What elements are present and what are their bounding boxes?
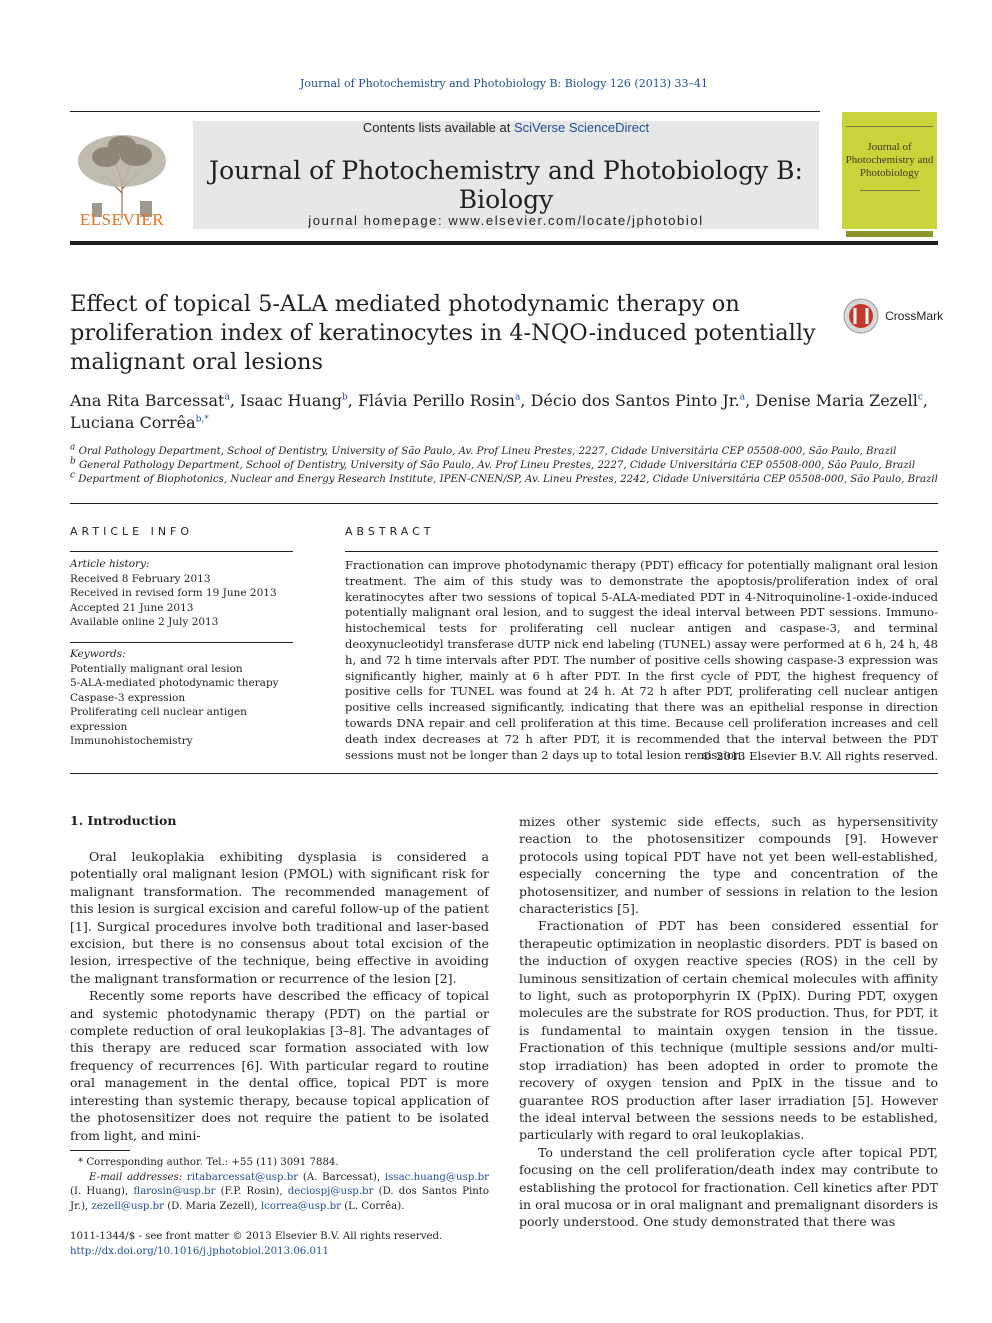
body-paragraph: Fractionation of PDT has been considered essential for therapeutic optimization in neoplastic disorders. PDT is based on the induction of oxygen reactive species (ROS) in the cell by luminous sensitization of certain chemical molecules with affinity to light, such as protoporphyrin IX (PpIX). During PDT, oxygen molecules are the substrate for ROS production. Thus, for PDT, it is fundamental to maintain oxygen tension in the tissue. Fractionation of this technique (multiple sessions and/or multi-stop irradiation) has been adopted in order to promote the recovery of oxygen tension and PpIX in the tissue and to guarantee ROS production after laser irradiation [5]. However the ideal interval between the sessions needs to be established, particularly with regard to oral leukoplakias. <box>519 918 938 1143</box>
contents-prefix: Contents lists available at <box>362 120 514 135</box>
history-item: Available online 2 July 2013 <box>70 616 219 628</box>
journal-title: Journal of Photochemistry and Photobiology B: Biology <box>209 156 803 214</box>
elsevier-wordmark: ELSEVIER <box>79 210 165 229</box>
keywords-label: Keywords: <box>70 648 126 660</box>
author: Flávia Perillo Rosin <box>357 391 516 410</box>
affiliation <box>70 470 950 487</box>
footnotes <box>70 1156 489 1214</box>
affiliation-marker: c <box>70 470 76 481</box>
crossmark-badge[interactable] <box>843 298 943 334</box>
body-paragraph: To understand the cell proliferation cycle after topical PDT, focusing on the cell proliferation/death index may contribute to establishing the protocol for fractionation. Cell kinetics after PDT in oral mucosa or in oral malignant and premalignant disorders is poorly understood. One study demonstrated that there was <box>519 1144 938 1230</box>
homepage-prefix: journal homepage: <box>308 213 449 228</box>
email-label: E-mail addresses: <box>89 1171 183 1183</box>
affiliation-text: General Pathology Department, School of Dentistry, University of São Paulo, Av. Prof Lineu Prestes, 2227, Cidade Universitária CEP 05508-000, São Paulo, Brazil <box>79 460 916 471</box>
author-list <box>70 390 950 434</box>
body-paragraph: mizes other systemic side effects, such as hypersensitivity reaction to the photosensitizer compounds [9]. However protocols using topical PDT have not yet been well-established, especially concerning the type and concentration of the photosensitizer, and number of sessions in relation to the lesion characteristics [5]. <box>519 814 938 917</box>
history-item: Received 8 February 2013 <box>70 572 211 585</box>
email-link[interactable]: ritabarcessat@usp.br <box>186 1171 299 1183</box>
affiliation <box>70 456 950 473</box>
keyword: Caspase-3 expression <box>70 691 186 704</box>
author: Ana Rita Barcessat <box>70 391 225 410</box>
crossmark-icon <box>843 298 879 334</box>
author-affiliation-marker[interactable]: c <box>917 392 923 403</box>
email-owner: (A. Barcessat), <box>298 1171 385 1183</box>
corresponding-author-note: * Corresponding author. Tel.: +55 (11) 3091 7884. <box>78 1157 339 1168</box>
journal-citation[interactable]: Journal of Photochemistry and Photobiology B: Biology 126 (2013) 33–41 <box>300 77 708 90</box>
email-owner: (F.P. Rosin), <box>215 1186 288 1197</box>
keyword: Immunohistochemistry <box>70 735 193 747</box>
keyword: 5-ALA-mediated photodynamic therapy <box>70 677 279 689</box>
author: Décio dos Santos Pinto Jr. <box>530 391 740 410</box>
affiliation-text: Department of Biophotonics, Nuclear and Energy Research Institute, IPEN-CNEN/SP, Av. Lineu Prestes, 2242, Cidade Universitária CEP 05508-000, São Paulo, Brazil <box>78 474 938 485</box>
footnote-rule <box>70 1150 130 1151</box>
keyword: Potentially malignant oral lesion <box>70 662 243 675</box>
body-paragraph: Recently some reports have described the efficacy of topical and systemic photodynamic therapy (PDT) on the partial or complete reduction of oral leukoplakias [3–8]. The advantages of this therapy are reduced scar formation associated with low frequency of recurrences [6]. With particular regard to routine oral management in the dental office, topical PDT is more interesting than systemic therapy, because topical application of the photosensitizer does not require the patient to be isolated from light, and mini- <box>70 988 489 1143</box>
affiliation-marker: b <box>70 456 76 467</box>
homepage-url[interactable]: www.elsevier.com/locate/jphotobiol <box>448 213 704 228</box>
crossmark-label: CrossMark <box>885 309 944 323</box>
cover-title: Journal of Photochemistry and Photobiology <box>845 141 934 179</box>
email-link[interactable]: lcorrea@usp.br <box>260 1200 341 1212</box>
abstract-copyright: © 2013 Elsevier B.V. All rights reserved. <box>701 749 938 763</box>
email-owner: (I. Huang), <box>70 1186 134 1197</box>
divider <box>70 551 293 552</box>
article-title: Effect of topical 5-ALA mediated photodynamic therapy on proliferation index of keratinocytes in 4-NQO-induced potentially malignant oral lesions <box>70 291 816 375</box>
divider <box>70 773 938 774</box>
journal-cover-image <box>842 112 937 229</box>
email-addresses <box>70 1171 489 1215</box>
sciencedirect-link[interactable]: SciVerse ScienceDirect <box>513 120 650 135</box>
body-paragraph: Oral leukoplakia exhibiting dysplasia is considered a potentially oral malignant lesion (PMOL) with significant risk for malignant transformation. The recommended management of this lesion is surgical excision and careful follow-up of the patient [1]. Surgical procedures involve both traditional and laser-based excision, but there is no consensus about total excision of the lesion, irrespective of the technique, being effective in avoiding the malignant transformation or recurrence of the lesion [2]. <box>70 849 489 986</box>
author-affiliation-marker[interactable]: a <box>224 392 230 403</box>
divider <box>345 551 938 552</box>
author-separator: , <box>745 391 756 410</box>
email-link[interactable]: flarosin@usp.br <box>133 1186 216 1197</box>
author: Denise Maria Zezell <box>755 391 918 410</box>
issn-line: 1011-1344/$ - see front matter © 2013 Elsevier B.V. All rights reserved. <box>70 1231 443 1242</box>
email-link[interactable]: zezell@usp.br <box>91 1200 164 1212</box>
author-affiliation-marker[interactable]: a <box>739 392 746 403</box>
header-rule <box>70 241 938 245</box>
keywords <box>70 647 293 749</box>
body-right-column <box>519 813 938 1231</box>
author: Luciana Corrêa <box>70 413 196 432</box>
author-affiliation-marker[interactable]: b,* <box>195 414 209 425</box>
email-owner: (D. dos Santos Pinto Jr.), <box>70 1186 490 1212</box>
email-owner: (L. Corrêa). <box>340 1200 405 1212</box>
abstract-body: Fractionation can improve photodynamic therapy (PDT) efficacy for potentially malignant oral lesion treatment. The aim of this study was to demonstrate the apoptosis/proliferation index of oral keratinocytes after two sessions of topical 5-ALA-mediated PDT in 4-Nitroquinoline-1-oxide-induced potentially malignant oral lesion, and to suggest the ideal interval between PDT sessions. Immuno-histochemical tests for proliferating cell nuclear antigen and caspase-3, and terminal deoxynucleotidyl transferase dUTP nick end labeling (TUNEL) assay were performed at 6 h, 24 h, 48 h, and 72 h time intervals after PDT. The number of positive cells showing caspase-3 expression was significantly higher, mainly at 6 h after PDT. In the first cycle of PDT, the highest frequency of positive cells for TUNEL was found at 24 h. At 72 h after PDT, proliferating cell nuclear antigen positive cells increased significantly, indicating that there was an epithelial response in direction towards DNA repair and cell proliferation at this time. Because cell proliferation increases and cell death index decreases at 72 h after PDT, it is recommended that the interval between the PDT sessions must not be longer than 2 days up to total lesion remission. <box>345 558 938 762</box>
article-history <box>70 557 293 630</box>
history-label: Article history: <box>70 558 150 570</box>
author-affiliation-marker[interactable]: b <box>342 392 348 403</box>
email-link[interactable]: deciospj@usp.br <box>287 1186 374 1197</box>
doi-link[interactable]: http://dx.doi.org/10.1016/j.jphotobiol.2013.06.011 <box>70 1245 329 1257</box>
history-item: Accepted 21 June 2013 <box>70 601 194 614</box>
divider <box>70 111 820 112</box>
homepage-line <box>193 213 819 228</box>
abstract-heading: ABSTRACT <box>345 525 435 538</box>
keyword: Proliferating cell nuclear antigen expression <box>70 706 247 733</box>
body-left-column <box>70 848 489 1144</box>
front-matter-note <box>70 1230 520 1259</box>
email-link[interactable]: issac.huang@usp.br <box>384 1171 489 1183</box>
affiliation-marker: a <box>70 442 76 453</box>
divider <box>70 503 938 504</box>
author-separator: , <box>347 391 358 410</box>
divider <box>70 642 293 643</box>
affiliation-text: Oral Pathology Department, School of Dentistry, University of São Paulo, Av. Prof Lineu Prestes, 2227, Cidade Universitária CEP 05508-000, São Paulo, Brazil <box>78 446 897 457</box>
affiliation <box>70 442 950 459</box>
section-heading: 1. Introduction <box>70 813 177 828</box>
email-owner: (D. Maria Zezell), <box>163 1200 261 1212</box>
article-info-heading: ARTICLE INFO <box>70 525 194 538</box>
author: Isaac Huang <box>240 391 343 410</box>
author-affiliation-marker[interactable]: a <box>515 392 521 403</box>
author-separator: , <box>922 391 928 410</box>
author-separator: , <box>229 391 241 410</box>
history-item: Received in revised form 19 June 2013 <box>70 587 277 599</box>
contents-line <box>193 120 819 135</box>
author-separator: , <box>520 391 531 410</box>
